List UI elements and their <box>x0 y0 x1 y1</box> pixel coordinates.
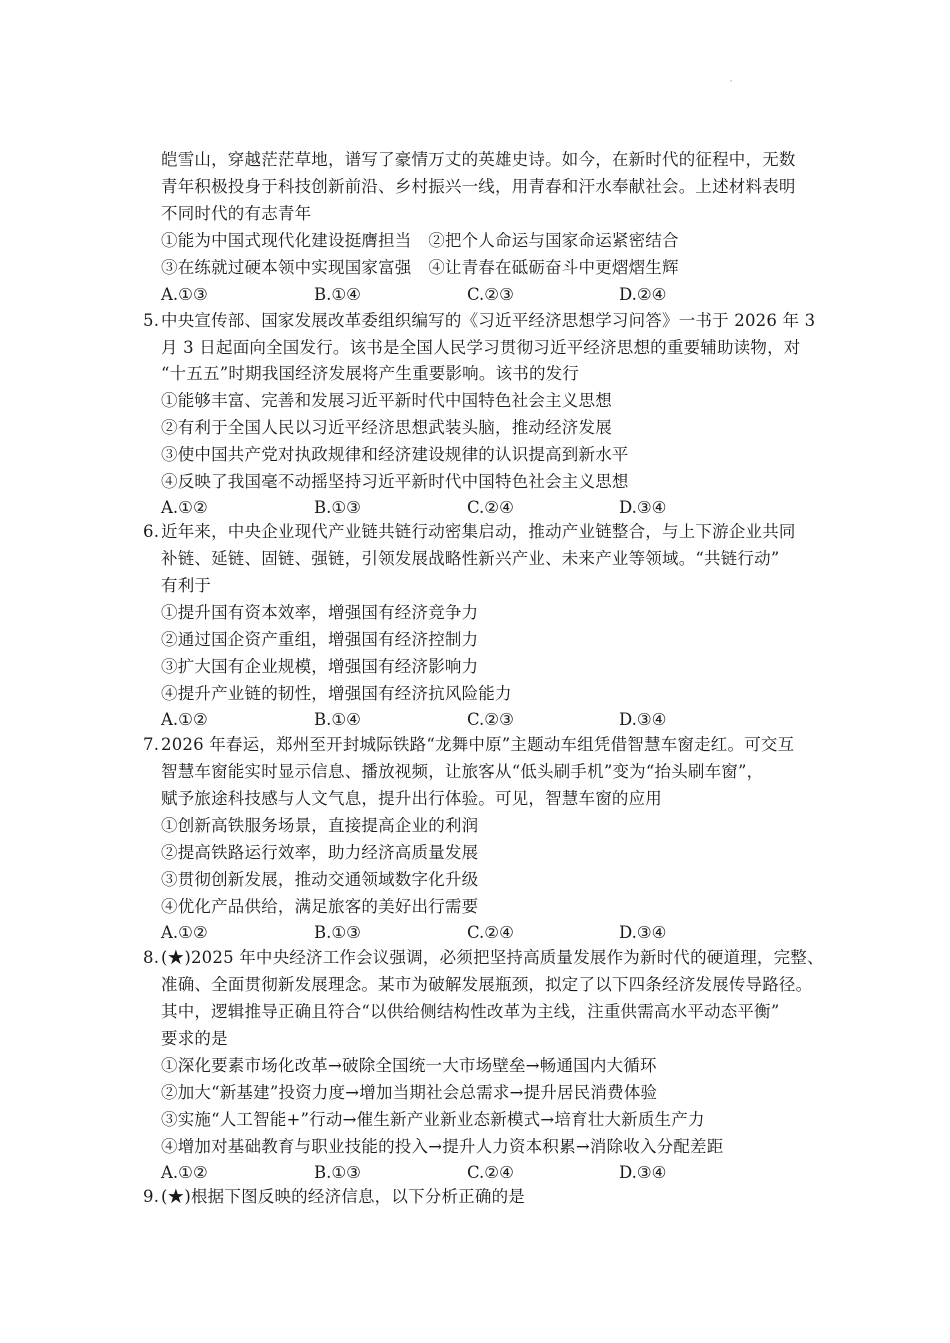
question-text-line: 准确、全面贯彻新发展理念。某市为破解发展瓶颈，拟定了以下四条经济发展传导路径。 <box>161 975 813 994</box>
question-text-line: 补链、延链、固链、强链，引领发展战略性新兴产业、未来产业等领域。“共链行动” <box>161 549 780 568</box>
option-b: B.①④ <box>314 710 361 729</box>
question-text-line: 2026 年春运，郑州至开封城际铁路“龙舞中原”主题动车组凭借智慧车窗走红。可交互 <box>161 735 795 754</box>
question-text-line: 有利于 <box>161 576 212 595</box>
question-text-line: 中央宣传部、国家发展改革委组织编写的《习近平经济思想学习问答》一书于 2026 年 3 <box>161 311 816 330</box>
question-number: 5. <box>143 311 160 330</box>
option-d: D.③④ <box>619 923 667 942</box>
question-text-line: (★)2025 年中央经济工作会议强调，必须把坚持高质量发展作为新时代的硬道理，完整、 <box>161 948 824 967</box>
statement-line: ③在练就过硬本领中实现国家富强 ④让青春在砥砺奋斗中更熠熠生辉 <box>161 258 679 277</box>
option-b: B.①③ <box>314 1163 361 1182</box>
question-text-line: (★)根据下图反映的经济信息，以下分析正确的是 <box>161 1187 525 1206</box>
option-c: C.②④ <box>467 1163 514 1182</box>
question-number: 7. <box>143 735 160 754</box>
option-c: C.②④ <box>467 923 514 942</box>
option-c: C.②③ <box>467 710 514 729</box>
option-d: D.③④ <box>619 498 667 517</box>
statement-line: ③使中国共产党对执政规律和经济建设规律的认识提高到新水平 <box>161 445 629 464</box>
option-a: A.①② <box>161 710 208 729</box>
question-number: 9. <box>143 1187 160 1206</box>
statement-line: ①能够丰富、完善和发展习近平新时代中国特色社会主义思想 <box>161 391 612 410</box>
question-text-line: 近年来，中央企业现代产业链共链行动密集启动，推动产业链整合，与上下游企业共同 <box>161 522 796 541</box>
option-d: D.③④ <box>619 710 667 729</box>
statement-line: ①提升国有资本效率，增强国有经济竞争力 <box>161 603 479 622</box>
option-a: A.①② <box>161 498 208 517</box>
statement-line: ③扩大国有企业规模，增强国有经济影响力 <box>161 657 479 676</box>
question-text-line: 智慧车窗能实时显示信息、播放视频，让旅客从“低头刷手机”变为“抬头刷车窗”， <box>161 762 764 781</box>
statement-line: ④优化产品供给，满足旅客的美好出行需要 <box>161 897 479 916</box>
statement-line: ③实施“人工智能+”行动→催生新产业新业态新模式→培育壮大新质生产力 <box>161 1110 705 1129</box>
option-a: A.①③ <box>161 285 208 304</box>
question-text-line: 其中，逻辑推导正确且符合“以供给侧结构性改革为主线，注重供需高水平动态平衡” <box>161 1002 780 1021</box>
question-text-line: 月 3 日起面向全国发行。该书是全国人民学习贯彻习近平经济思想的重要辅助读物，对 <box>161 338 801 357</box>
option-a: A.①② <box>161 1163 208 1182</box>
question-text-line: 赋予旅途科技感与人文气息，提升出行体验。可见，智慧车窗的应用 <box>161 789 662 808</box>
question-text-line: “十五五”时期我国经济发展将产生重要影响。该书的发行 <box>161 364 580 383</box>
statement-line: ①深化要素市场化改革→破除全国统一大市场壁垒→畅通国内大循环 <box>161 1056 657 1075</box>
question-text-line: 青年积极投身于科技创新前沿、乡村振兴一线，用青春和汗水奉献社会。上述材料表明 <box>161 177 796 196</box>
option-b: B.①④ <box>314 285 361 304</box>
page-speck <box>730 80 732 82</box>
option-a: A.①② <box>161 923 208 942</box>
option-c: C.②④ <box>467 498 514 517</box>
option-c: C.②③ <box>467 285 514 304</box>
statement-line: ①能为中国式现代化建设挺膺担当 ②把个人命运与国家命运紧密结合 <box>161 231 679 250</box>
statement-line: ④反映了我国毫不动摇坚持习近平新时代中国特色社会主义思想 <box>161 472 629 491</box>
question-text-line: 要求的是 <box>161 1029 228 1048</box>
question-text-line: 皑雪山，穿越茫茫草地，谱写了豪情万丈的英雄史诗。如今，在新时代的征程中，无数 <box>161 150 796 169</box>
option-d: D.②④ <box>619 285 667 304</box>
statement-line: ②通过国企资产重组，增强国有经济控制力 <box>161 630 479 649</box>
question-number: 8. <box>143 948 160 967</box>
option-b: B.①③ <box>314 923 361 942</box>
option-b: B.①③ <box>314 498 361 517</box>
statement-line: ②有利于全国人民以习近平经济思想武装头脑，推动经济发展 <box>161 418 612 437</box>
option-d: D.③④ <box>619 1163 667 1182</box>
statement-line: ④增加对基础教育与职业技能的投入→提升人力资本积累→消除收入分配差距 <box>161 1137 724 1156</box>
statement-line: ②加大“新基建”投资力度→增加当期社会总需求→提升居民消费体验 <box>161 1083 658 1102</box>
question-text-line: 不同时代的有志青年 <box>161 204 312 223</box>
statement-line: ②提高铁路运行效率，助力经济高质量发展 <box>161 843 479 862</box>
statement-line: ④提升产业链的韧性，增强国有经济抗风险能力 <box>161 684 512 703</box>
statement-line: ①创新高铁服务场景，直接提高企业的利润 <box>161 816 479 835</box>
question-number: 6. <box>143 522 160 541</box>
statement-line: ③贯彻创新发展，推动交通领域数字化升级 <box>161 870 479 889</box>
